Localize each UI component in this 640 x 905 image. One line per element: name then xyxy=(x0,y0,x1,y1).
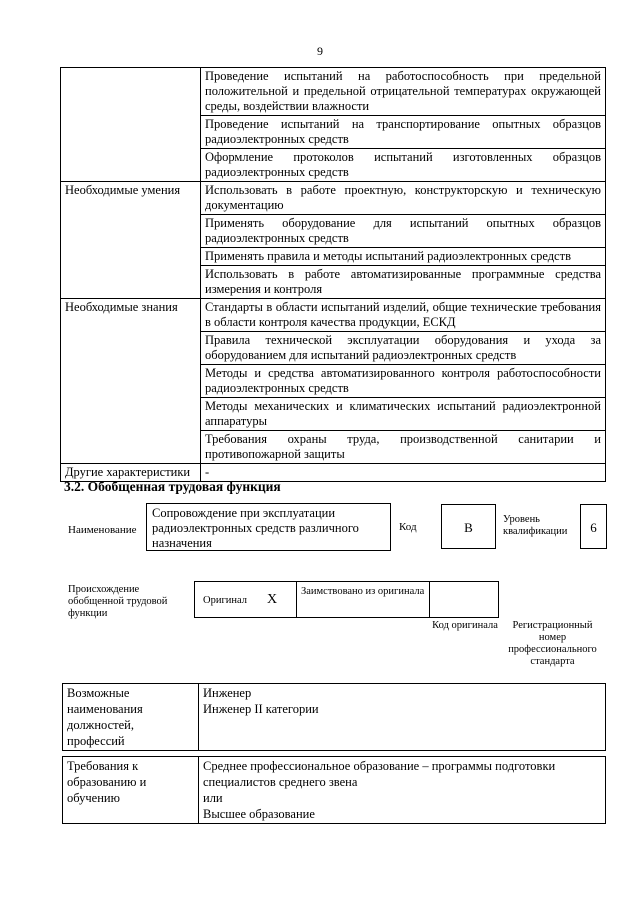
original-mark: X xyxy=(267,592,278,607)
row-label: Другие характеристики xyxy=(61,464,201,482)
name-label: Наименование xyxy=(68,524,137,536)
table-cell: Проведение испытаний на транспортирование опытных образцов радиоэлектронных средств xyxy=(201,116,606,149)
table-cell: Стандарты в области испытаний изделий, общие технические требования в области контроля качества продукции, ЕСКД xyxy=(201,299,606,332)
table-row xyxy=(63,684,606,751)
education-values xyxy=(199,757,606,824)
education-table xyxy=(62,756,606,824)
table-cell: Использовать в работе автоматизированные программные средства измерения и контроля xyxy=(201,266,606,299)
table-cell: Правила технической эксплуатации оборудования и ухода за оборудованием для испытаний радиоэлектронных средств xyxy=(201,332,606,365)
table-cell: Методы механических и климатических испытаний радиоэлектронной аппаратуры xyxy=(201,398,606,431)
original-label: Оригинал xyxy=(203,595,247,606)
education-label: Требования к образованию и обучению xyxy=(63,757,199,824)
divider xyxy=(429,582,430,617)
table-row xyxy=(61,182,606,215)
table-row xyxy=(61,68,606,116)
table-row xyxy=(61,299,606,332)
reg-number-caption: Регистрационный номер профессионального стандарта xyxy=(508,620,597,667)
function-name-box: Сопровождение при эксплуатации радиоэлектронных средств различного назначения xyxy=(146,503,391,551)
positions-values xyxy=(199,684,606,751)
positions-table xyxy=(62,683,606,751)
table-cell: - xyxy=(201,464,606,482)
table-cell: Применять оборудование для испытаний опытных образцов радиоэлектронных средств xyxy=(201,215,606,248)
education-item: или xyxy=(203,791,223,805)
level-label: Уровень квалификации xyxy=(503,514,568,537)
skills-knowledge-table xyxy=(60,67,606,482)
row-label xyxy=(61,68,201,182)
section-heading: 3.2. Обобщенная трудовая функция xyxy=(64,479,281,494)
level-value-box: 6 xyxy=(580,504,607,549)
code-original-caption: Код оригинала xyxy=(432,620,498,631)
original-cell xyxy=(195,582,297,617)
page-number: 9 xyxy=(317,44,323,58)
borrowed-label: Заимствовано из оригинала xyxy=(301,586,425,597)
table-cell: Методы и средства автоматизированного контроля работоспособности радиоэлектронных средств xyxy=(201,365,606,398)
table-row xyxy=(63,757,606,824)
origin-label: Происхождение обобщенной трудовой функции xyxy=(68,584,168,619)
table-cell: Использовать в работе проектную, конструкторскую и техническую документацию xyxy=(201,182,606,215)
table-cell: Применять правила и методы испытаний радиоэлектронных средств xyxy=(201,248,606,266)
education-item: Высшее образование xyxy=(203,807,315,821)
row-label: Необходимые знания xyxy=(61,299,201,464)
table-cell: Требования охраны труда, производственной санитарии и противопожарной защиты xyxy=(201,431,606,464)
origin-table xyxy=(194,581,499,618)
code-value-box: B xyxy=(441,504,496,549)
code-label: Код xyxy=(399,521,417,533)
education-item: Среднее профессиональное образование – программы подготовки специалистов среднего звена xyxy=(203,759,556,789)
position-item: Инженер xyxy=(203,686,252,700)
table-cell: Проведение испытаний на работоспособность при предельной положительной и предельной отрицательной температурах окружающей среды, воздействии влажности xyxy=(201,68,606,116)
position-item: Инженер II категории xyxy=(203,702,319,716)
positions-label: Возможные наименования должностей, профессий xyxy=(63,684,199,751)
table-cell: Оформление протоколов испытаний изготовленных образцов радиоэлектронных средств xyxy=(201,149,606,182)
row-label: Необходимые умения xyxy=(61,182,201,299)
